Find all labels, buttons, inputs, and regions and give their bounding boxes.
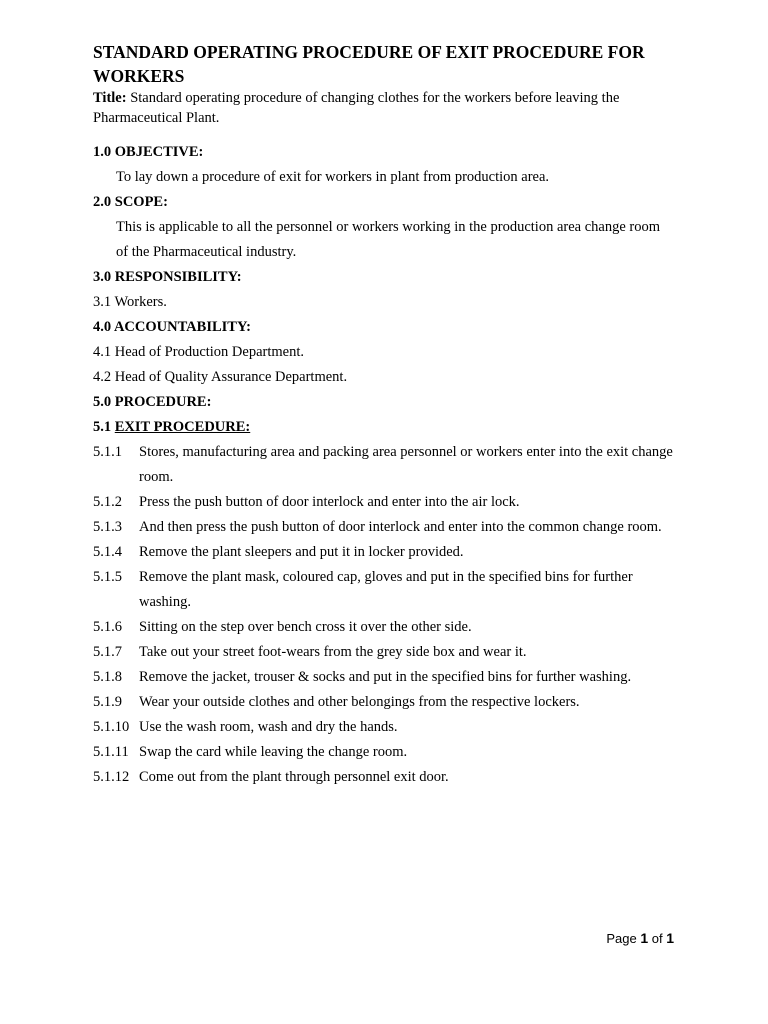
step-number: 5.1.5	[93, 569, 122, 585]
step-text: Wear your outside clothes and other belongings from the respective lockers.	[139, 694, 580, 710]
step-number: 5.1.4	[93, 544, 122, 560]
accountability-item: 4.2 Head of Quality Assurance Department.	[93, 369, 348, 385]
step-number: 5.1.1	[93, 444, 122, 460]
page-total: 1	[666, 930, 674, 946]
step-number: 5.1.7	[93, 644, 122, 660]
responsibility-heading: 3.0 RESPONSIBILITY:	[93, 269, 242, 285]
step-text: Remove the jacket, trouser & socks and put in the specified bins for further washing.	[139, 669, 632, 685]
step-text: Remove the plant mask, coloured cap, gloves and put in the specified bins for further washing.	[139, 569, 633, 610]
step-number: 5.1.2	[93, 494, 122, 510]
procedure-step	[93, 540, 673, 565]
procedure-step	[93, 440, 673, 490]
procedure-step	[93, 515, 673, 540]
page-footer	[606, 930, 674, 946]
procedure-step	[93, 615, 673, 640]
of-word: of	[648, 931, 667, 946]
step-number: 5.1.9	[93, 694, 122, 710]
scope-text: This is applicable to all the personnel or workers working in the production area change room of the Pharmaceutical industry.	[116, 219, 660, 260]
procedure-step	[93, 665, 673, 690]
step-text: Press the push button of door interlock and enter into the air lock.	[139, 494, 520, 510]
step-text: Take out your street foot-wears from the grey side box and wear it.	[139, 644, 527, 660]
objective-heading: 1.0 OBJECTIVE:	[93, 144, 204, 160]
document-title: STANDARD OPERATING PROCEDURE OF EXIT PROCEDURE FOR WORKERS	[93, 42, 645, 86]
page-word: Page	[606, 931, 641, 946]
step-number: 5.1.3	[93, 519, 122, 535]
page-number: 1	[640, 930, 649, 946]
step-number: 5.1.11	[93, 744, 129, 760]
step-number: 5.1.10	[93, 719, 130, 735]
title-text: Standard operating procedure of changing clothes for the workers before leaving the Pharmaceutical Plant.	[93, 90, 620, 126]
responsibility-item: 3.1 Workers.	[93, 294, 167, 310]
title-label: Title:	[93, 90, 127, 106]
step-text: Use the wash room, wash and dry the hands.	[139, 719, 398, 735]
procedure-step	[93, 565, 673, 615]
step-text: Swap the card while leaving the change room.	[139, 744, 408, 760]
step-text: Remove the plant sleepers and put it in locker provided.	[139, 544, 464, 560]
step-text: Sitting on the step over bench cross it over the other side.	[139, 619, 472, 635]
step-number: 5.1.12	[93, 769, 130, 785]
procedure-step	[93, 740, 673, 765]
procedure-step	[93, 715, 673, 740]
accountability-heading: 4.0 ACCOUNTABILITY:	[93, 319, 251, 335]
procedure-step	[93, 690, 673, 715]
step-number: 5.1.8	[93, 669, 122, 685]
document-page	[93, 40, 673, 790]
scope-heading: 2.0 SCOPE:	[93, 194, 168, 210]
procedure-steps	[93, 440, 673, 790]
title-line	[93, 88, 673, 128]
exit-procedure-heading	[93, 415, 673, 440]
procedure-heading: 5.0 PROCEDURE:	[93, 394, 212, 410]
exit-procedure-title: EXIT PROCEDURE:	[114, 419, 251, 435]
step-text: Come out from the plant through personnel exit door.	[139, 769, 449, 785]
exit-procedure-number: 5.1	[93, 419, 115, 435]
procedure-step	[93, 765, 673, 790]
accountability-item: 4.1 Head of Production Department.	[93, 344, 305, 360]
step-text: And then press the push button of door interlock and enter into the common change room.	[139, 519, 662, 535]
procedure-step	[93, 640, 673, 665]
procedure-step	[93, 490, 673, 515]
objective-text: To lay down a procedure of exit for workers in plant from production area.	[116, 169, 550, 185]
step-text: Stores, manufacturing area and packing area personnel or workers enter into the exit change room.	[139, 444, 673, 485]
step-number: 5.1.6	[93, 619, 122, 635]
